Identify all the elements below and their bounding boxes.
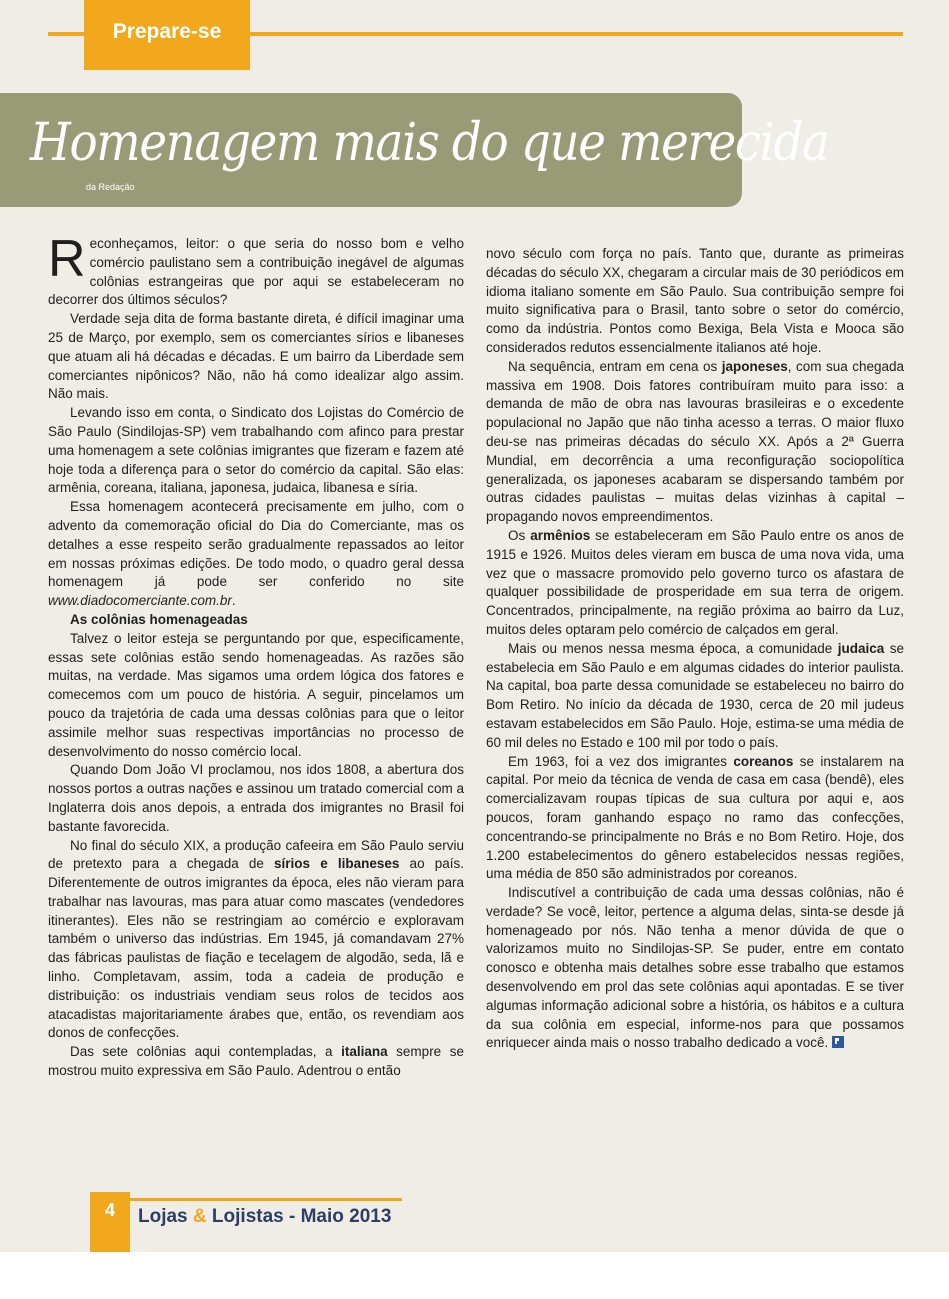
paragraph-text: Indiscutível a contribuição de cada uma dessas colônias, não é verdade? Se você, leitor, pertence a alguma delas, sinta-se desde já homenageado por nós. Não tenha a menor dúvida de que o valorizamos muito no Sindilojas-SP. Se puder, entre em contato conosco e obtenha mais detalhes sobre esse trabalho que estamos desenvolvendo em prol das sete colônias aqui apontadas. E se tiver algumas informação adicional sobre a história, os hábitos e a cultura da sua colônia em especial, informe-nos para que possamos enriquecer ainda mais o nosso trabalho dedicado a você. <box>486 885 904 1051</box>
magazine-name <box>138 1206 391 1228</box>
paragraph-text: Mais ou menos nessa mesma época, a comunidade <box>508 640 838 656</box>
paragraph <box>486 884 904 1053</box>
paragraph <box>48 1043 464 1081</box>
paragraph <box>48 498 464 611</box>
byline: da Redação <box>86 182 135 192</box>
paragraph-text: . <box>231 593 236 609</box>
paragraph-text: se estabelecia em São Paulo e em algumas cidades do interior paulista. Na capital, boa parte dessa comunidade se estabeleceu no bairro do Bom Retiro. No início da década de 1930, cerca de 20 mil judeus estavam estabelecidos em São Paulo. Hoje, estima-se uma média de 60 mil deles no Estado e 100 mil por todo o país. <box>486 640 905 750</box>
paragraph: Levando isso em conta, o Sindicato dos Lojistas do Comércio de São Paulo (Sindilojas-SP) vem trabalhando com afinco para prestar uma homenagem a sete colônias imigrantes que fizeram e fazem até hoje toda a diferença para o setor do comércio da capital. São elas: armênia, coreana, italiana, japonesa, judaica, libanesa e síria. <box>48 405 464 496</box>
paragraph: novo século com força no país. Tanto que, durante as primeiras décadas do século XX, chegaram a circular mais de 30 periódicos em idioma italiano somente em São Paulo. Sua contribuição sempre foi muito significativa para o Brasil, tanto sobre o setor do comércio, como da indústria. Pontos como Bexiga, Bela Vista e Mooca são considerados redutos essencialmente italianos até hoje. <box>486 246 904 355</box>
mag-ampersand: & <box>192 1206 207 1227</box>
paragraph <box>48 837 464 1044</box>
paragraph: Verdade seja dita de forma bastante direta, é difícil imaginar uma 25 de Março, por exemplo, sem os comerciantes sírios e libaneses que atuam ali há décadas e décadas. E um bairro da Liberdade sem comerciantes nipônicos? Não, não há como idealizar algo assim. Não mais. <box>48 311 464 402</box>
paragraph-text: se estabeleceram em São Paulo entre os anos de 1915 e 1926. Muitos deles vieram em busca de uma nova vida, uma vez que o massacre promovido pelo governo turco os afastara de qualquer possibilidade de prosperidade em sua terra de origem. Concentrados, principalmente, na região próxima ao bairro da Luz, muitos deles optaram pelo comércio de calçados em geral. <box>486 527 904 637</box>
highlight-term: armênios <box>530 527 591 543</box>
paragraph-text: se instalarem na capital. Por meio da técnica de venda de casa em casa (bendê), eles comercializavam roupas típicas de sua cultura por aqui e, aos poucos, foram ganhando espaço no ramo das confecções, concentrando-se principalmente no Brás e no Bom Retiro. Hoje, dos 1.200 estabelecimentos do gênero estabelecidos nessas regiões, uma média de 850 são administrados por coreanos. <box>486 753 904 882</box>
mag-title-part: Lojas <box>138 1206 193 1227</box>
subheading: As colônias homenageadas <box>70 611 248 627</box>
paragraph-text: Em 1963, foi a vez dos imigrantes <box>508 753 734 769</box>
paragraph-text: Das sete colônias aqui contempladas, a <box>70 1044 342 1060</box>
paragraph-text: sempre se mostrou muito expressiva em São Paulo. Adentrou o então <box>48 1044 464 1079</box>
right-column <box>486 245 904 1053</box>
paragraph: Quando Dom João VI proclamou, nos idos 1808, a abertura dos nossos portos a outras nações e assinou um tratado comercial com a Inglaterra dois anos depois, a entrada dos imigrantes no Brasil foi bastante favorecida. <box>48 762 464 834</box>
page-number: 4 <box>104 1200 115 1220</box>
highlight-term: italiana <box>341 1044 388 1060</box>
paragraph-text: Na sequência, entram em cena os <box>508 358 722 374</box>
footer-rule <box>130 1198 402 1201</box>
paragraph <box>48 230 464 310</box>
paragraph <box>486 640 904 753</box>
website-link[interactable]: www.diadocomerciante.com.br <box>48 593 232 609</box>
paragraph-text: Essa homenagem acontecerá precisamente em julho, com o advento da comemoração oficial do Dia do Comerciante, mas os detalhes a esse respeito serão gradualmente repassados ao leitor em nossas próximas edições. De todo modo, o quadro geral dessa homenagem já pode ser conferido no site <box>48 499 464 590</box>
paragraph <box>486 753 904 885</box>
highlight-term: japoneses <box>721 358 788 374</box>
dropcap: R <box>48 230 86 288</box>
highlight-term: sírios e libaneses <box>274 856 400 872</box>
paragraph: Talvez o leitor esteja se perguntando por que, especificamente, essas sete colônias estão sendo homenageadas. As razões são muitas, na verdade. Mas sigamos uma ordem lógica dos fatores e comecemos com um pouco de história. A seguir, pincelamos um pouco da trajetória de cada uma dessas colônias para que o leitor assimile melhor suas respectivas importâncias no processo de desenvolvimento do nosso comércio local. <box>48 630 464 759</box>
paragraph-text: econheçamos, leitor: o que seria do nosso bom e velho comércio paulistano sem a contribuição inegável de algumas colônias estrangeiras que por aqui se estabeleceram no decorrer dos últimos séculos? <box>48 236 464 308</box>
end-of-article-icon <box>832 1036 844 1048</box>
paragraph-text: , com sua chegada massiva em 1908. Dois fatores contribuíram muito para isso: a demanda de mão de obra nas lavouras brasileiras e o excedente populacional no Japão que não tinha acesso a terras. O maior fluxo deu-se nas primeiras décadas do século XX. Após a 2ª Guerra Mundial, em decorrência a uma reconfiguração sociopolítica generalizada, os japoneses acabaram se dispersando também por outras cidades paulistas – muitas delas vizinhas à capital – propagando novos empreendimentos. <box>486 358 904 525</box>
highlight-term: judaica <box>837 640 885 656</box>
highlight-term: coreanos <box>733 753 794 769</box>
mag-title-part: Lojistas - Maio 2013 <box>206 1206 392 1227</box>
paragraph-text: Os <box>508 527 531 543</box>
paragraph <box>486 358 904 527</box>
paragraph-text: ao país. Diferentemente de outros imigrantes da época, eles não vieram para trabalhar nas lavouras, mas para atuar como mascates (vendedores itinerantes). Eles não se restringiam ao comércio e exploravam também o universo das indústrias. Em 1945, já comandavam 27% das fábricas paulistas de fiação e tecelagem de algodão, seda, lã e linho. Completavam, assim, toda a cadeia de produção e distribuição: os industriais vendiam seus rolos de tecidos aos atacadistas majoritariamente árabes que, então, os revendiam aos donos de confecções. <box>48 856 464 1041</box>
left-column <box>48 230 464 1081</box>
article-title: Homenagem mais do que merecida <box>30 113 829 173</box>
section-tag: Prepare-se <box>84 0 250 70</box>
paragraph-text: No final do século XIX, a produção cafeeira em São Paulo serviu de pretexto para a chegada de <box>48 837 464 872</box>
paragraph <box>486 527 904 640</box>
